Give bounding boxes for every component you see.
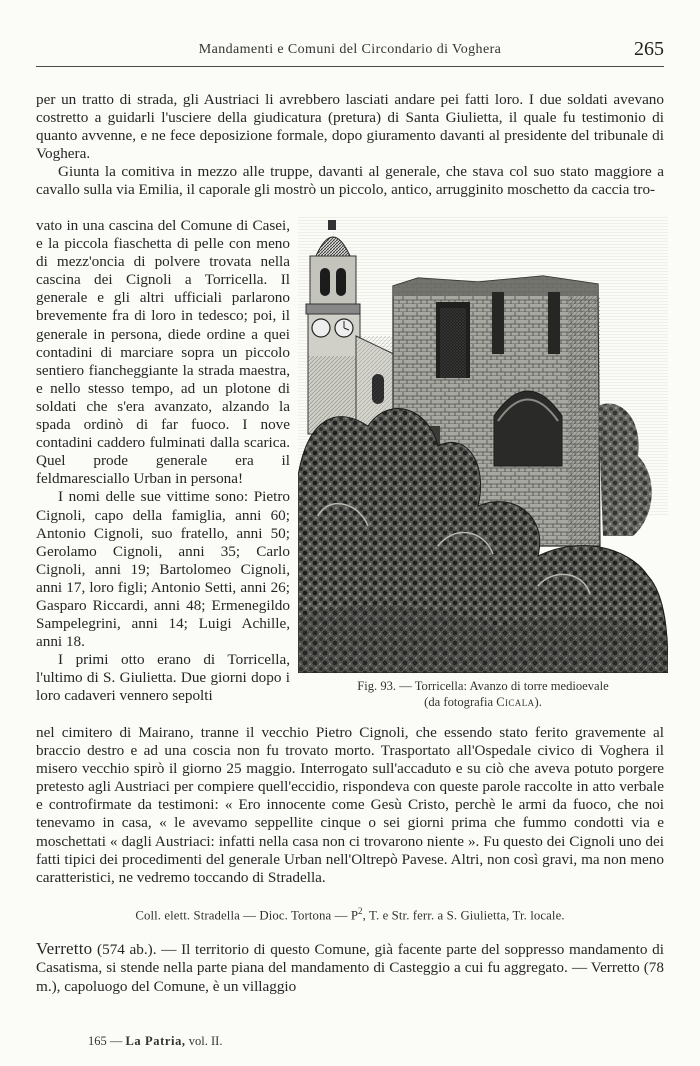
paragraph: vato in una cascina del Comune di Casei, e la piccola fiaschetta di pelle con meno di mezz'oncia di polvere trovata nella cascina dei Cignoli a Torricella. Il generale e gli altri ufficiali parlarono brevemente fra di loro in tedesco; poi, il generale in persona, diede ordine a quei contadini di marciare sopra un piccolo sentiero fiancheggiante la strada maestra, e nello stesso tempo, ad un plotone di soldati che s'era avanzato, alzando la spada ordinò di far fuoco. I nove contadini caddero fulminati dalla scarica. Quel prode generale era il feldmaresciallo Urban in persona! — [36, 217, 290, 488]
page-number: 265 — [634, 38, 664, 60]
caption-line: Fig. 93. — Torricella: Avanzo di torre medioevale — [357, 679, 609, 693]
left-column-text — [36, 217, 290, 706]
section-verretto — [36, 940, 664, 996]
caption-photographer: Cicala — [496, 695, 535, 709]
paragraph: Giunta la comitiva in mezzo alle truppe, davanti al generale, che stava col suo stato maggiore a cavallo sulla via Emilia, il caporale gli mostrò un piccolo, antico, arrugginito moschetto da caccia tro- — [36, 163, 664, 199]
bottom-text-block — [36, 724, 664, 887]
top-text-block — [36, 91, 664, 200]
section-text: (574 ab.). — Il territorio di questo Comune, già facente parte del soppresso mandamento di Casatisma, si stende nella parte piana del mandamento di Casteggio a cui fu aggregato. — Verretto (78 m.), capoluogo del Comune, è un villaggio — [36, 941, 664, 995]
volume-label: vol. II. — [188, 1034, 223, 1048]
figure-caption — [300, 678, 666, 710]
caption-source-suffix: ). — [534, 695, 542, 709]
paragraph: nel cimitero di Mairano, tranne il vecchio Pietro Cignoli, che essendo stato ferito gravemente al braccio destro e ad una coscia non fu trovato morto. Trasportato all'Ospedale civico di Voghera il misero vecchio spirò il giorno 25 maggio. Interrogato sull'accaduto e su ciò che aveva potuto porgere pretesto agli Austriaci per compiere quell'eccidio, rispondeva con queste parole raccolte in atto verbale e controfirmate da testimoni: « Ero innocente come Gesù Cristo, perchè le armi da fuoco, che noi tenevamo in casa, « le avevamo seppellite cinque o sei giorni prima che fummo condotti via e moschettati « dagli Austriaci: infatti nella casa non ci trovarono niente ». Fu questo dei Cignoli uno dei fatti tipici dei procedimenti del generale Urban nell'Oltrepò Pavese. Altri, non così gravi, ma non meno caratteristici, ne vedremo toccando di Stradella. — [36, 724, 664, 886]
book-title: La Patria, — [125, 1034, 186, 1048]
signature-number: 165 — — [88, 1034, 123, 1048]
caption-source-prefix: (da fotografia — [424, 695, 494, 709]
running-title: Mandamenti e Comuni del Circondario di Voghera — [198, 42, 502, 57]
caption-line — [300, 694, 666, 710]
paragraph: I nomi delle sue vittime sono: Pietro Cignoli, capo della famiglia, anni 60; Antonio Cignoli, suo fratello, anni 50; Gerolamo Cignoli, anni 35; Carlo Cignoli, anni 19; Bartolomeo Cignoli, anni 17, loro figli; Antonio Setti, anni 26; Gasparo Riccardi, anni 48; Ermenegildo Sampelegrini, anni 14; Luigi Achille, anni 18. — [36, 488, 290, 651]
printer-signature-line — [88, 1034, 222, 1049]
section-title: Verretto — [36, 939, 93, 958]
coll-line-part2: , T. e Str. ferr. a S. Giulietta, Tr. locale. — [362, 908, 565, 923]
paragraph: I primi otto erano di Torricella, l'ultimo di S. Giulietta. Due giorni dopo i loro cadaveri vennero sepolti — [36, 651, 290, 705]
administrative-info-line — [36, 906, 664, 923]
engraving-illustration — [298, 216, 668, 673]
figure-torricella-tower — [298, 216, 668, 673]
coll-line-part1: Coll. elett. Stradella — Dioc. Tortona — P — [135, 908, 359, 923]
paragraph: per un tratto di strada, gli Austriaci li avrebbero lasciati andare pei fatti loro. I due soldati avevano costretto a guidarli l'usciere della giudicatura (pretura) di Santa Giulietta, il quale fu testimonio di quanto avvenne, e ne fece deposizione formale, dopo giuramento davanti al presidente del tribunale di Voghera. — [36, 91, 664, 163]
coll-line-sup: 2 — [358, 906, 363, 916]
page-header — [36, 40, 664, 67]
